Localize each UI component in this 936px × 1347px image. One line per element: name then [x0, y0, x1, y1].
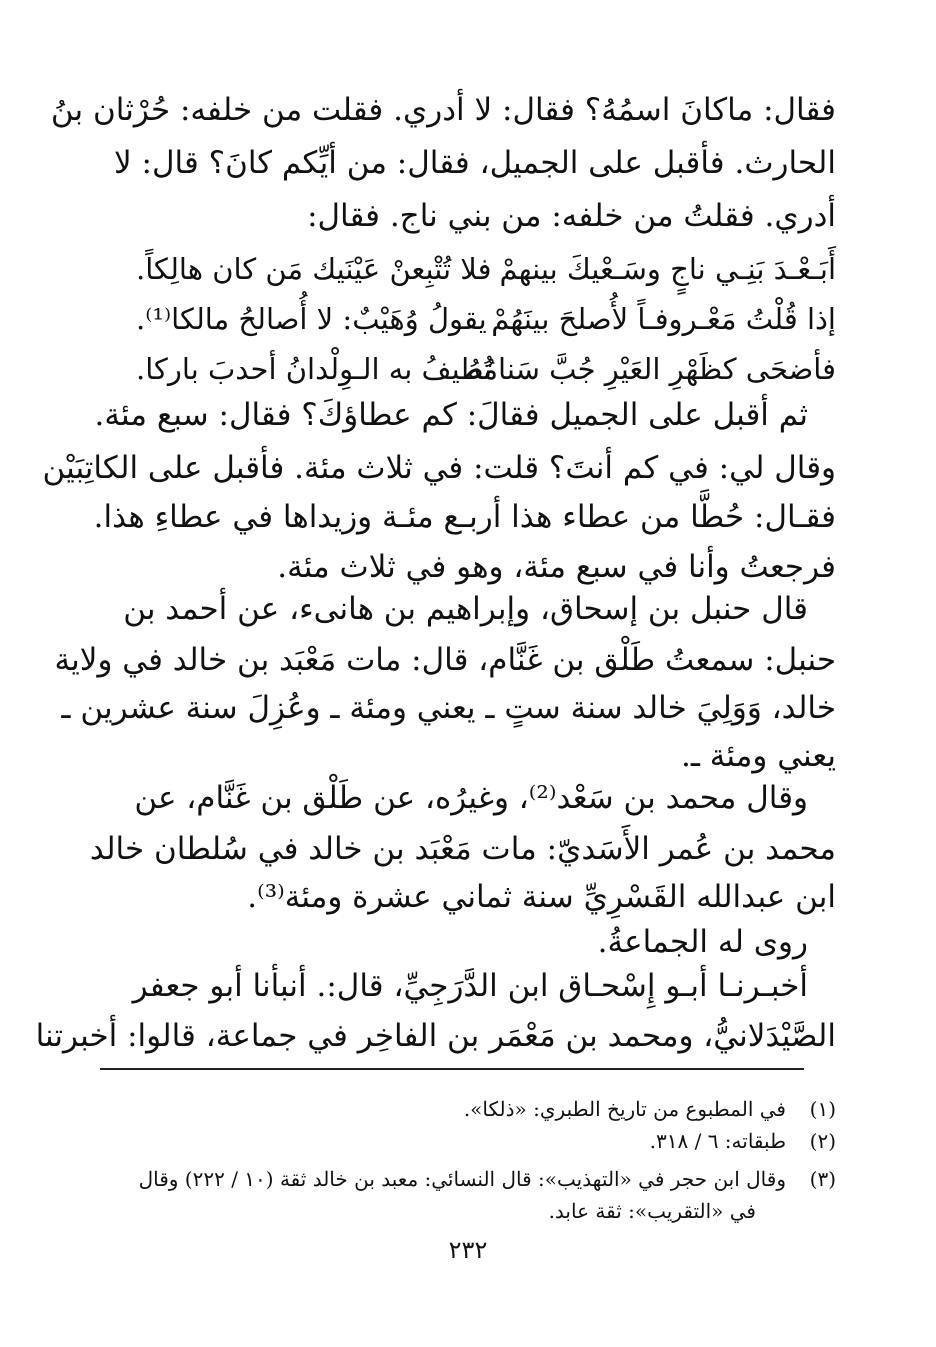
text-line: يعني ومئة ـ.	[681, 738, 836, 774]
footnote-text: طبقاته: ٦ / ٣١٨.	[649, 1129, 786, 1153]
footnote-number: (٢)	[809, 1129, 836, 1153]
verse-first-hemistich: أَبَـعْـدَ بَنِـي ناجٍ وسَـعْيكَ بينهمْ	[499, 252, 836, 286]
footnote	[96, 1164, 836, 1194]
footnote-text: في المطبوع من تاريخ الطبري: «ذلكا».	[463, 1097, 786, 1121]
text-line: روى له الجماعةُ.	[597, 924, 808, 960]
text-line: وقال لي: في كم أنتَ؟ قلت: في ثلاث مئة. فأقبل على الكاتِبَيْن	[42, 450, 836, 486]
page-number: ٢٣٢	[448, 1236, 488, 1264]
text-line: خالد، وَوَلِيَ خالد سنة ستٍ ـ يعني ومئة ـ وعُزِلَ سنة عشرين ـ	[61, 690, 836, 726]
text-line: الحارث. فأقبل على الجميل، فقال: من أيِّكم كانَ؟ قال: لا	[114, 145, 836, 181]
text-line: فقـال: حُطَّا من عطاء هذا أربـع مئـة وزيداها في عطاءِ هذا.	[93, 499, 836, 535]
footnote-text: وقال ابن حجر في «التهذيب»: قال النسائي: معبد بن خالد ثقة (١٠ / ٢٢٢) وقال	[138, 1167, 786, 1191]
text-line: الصَّيْدَلانيُّ، ومحمد بن مَعْمَر بن الفاخِر في جماعة، قالوا: أخبرتنا	[35, 1018, 836, 1054]
footnote-number: (١)	[809, 1097, 836, 1121]
text-line: فقال: ماكانَ اسمُهُ؟ فقال: لا أدري. فقلت من خلفه: حُرْثان بنُ	[50, 92, 836, 128]
verse-first-hemistich: إذا قُلْتُ مَعْـروفـاً لأُصلحَ بينَهُمْ	[491, 302, 836, 336]
text-line: أخبـرنـا أبـو إِسْحـاق ابن الدَّرَجِيِّ، قال:. أنبأنا أبو جعفر	[132, 968, 808, 1004]
verse	[136, 249, 836, 289]
footnote	[96, 1094, 836, 1124]
text-line: فرجعتُ وأنا في سبع مئة، وهو في ثلاث مئة.	[277, 549, 836, 585]
footnote-continuation: في «التقريب»: ثقة عابد.	[548, 1199, 756, 1223]
footnote-number: (٣)	[809, 1167, 836, 1191]
verse-first-hemistich: فأضحَى كظَهْرِ العَيْرِ جُبَّ سَنامُهُ	[466, 352, 836, 386]
footnote	[96, 1126, 836, 1156]
text-line: ثم أقبل على الجميل فقالَ: كم عطاؤكَ؟ فقال: سبع مئة.	[94, 397, 808, 433]
verse	[136, 349, 836, 389]
verse-second-hemistich: تُطيفُ به الـوِلْدانُ أحدبَ باركا.	[136, 352, 493, 386]
text-line: حنبل: سمعتُ طَلْق بن غَنَّام، قال: مات مَعْبَد بن خالد في ولاية	[54, 642, 836, 678]
text-line: وقال محمد بن سَعْد⁽²⁾، وغيرُه، عن طَلْق بن غَنَّام، عن	[134, 780, 808, 816]
text-line: ابن عبدالله القَسْرِيِّ سنة ثماني عشرة ومئة⁽³⁾.	[247, 879, 836, 915]
verse	[136, 299, 836, 339]
text-line: قال حنبل بن إسحاق، وإبراهيم بن هانىء، عن أحمد بن	[123, 591, 808, 627]
footnote-separator	[100, 1068, 804, 1070]
text-line: محمد بن عُمر الأَسَديّ: مات مَعْبَد بن خالد في سُلطان خالد	[89, 831, 836, 867]
text-line: أدري. فقلتُ من خلفه: من بني ناج. فقال:	[307, 198, 836, 234]
verse-second-hemistich: فلا تُتْبِعنْ عَيْنَيك مَن كان هالِكاً.	[136, 252, 492, 286]
verse-second-hemistich: يقولُ وُهَيْبٌ: لا أُصالحُ مالكا⁽¹⁾.	[136, 302, 487, 336]
